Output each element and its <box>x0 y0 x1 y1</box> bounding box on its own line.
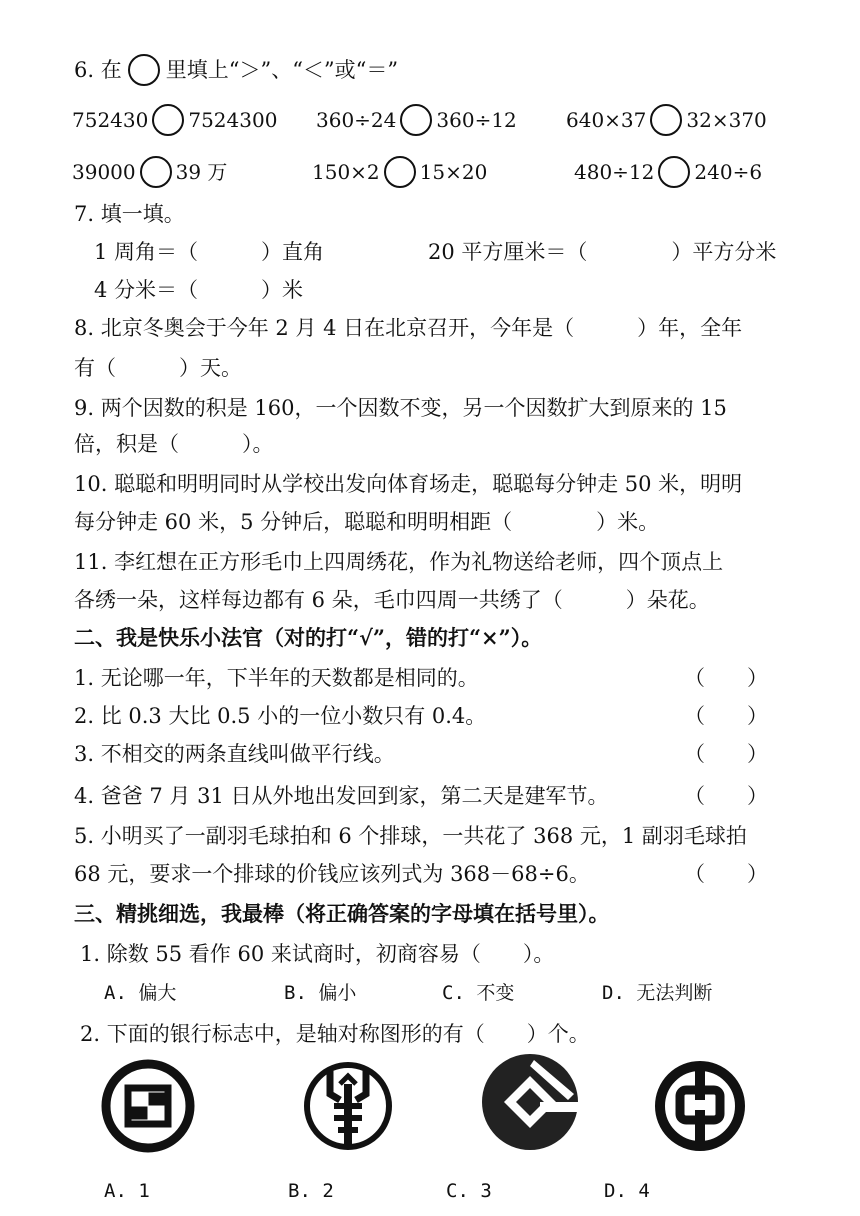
s3-q2[interactable]: 2. 下面的银行标志中，是轴对称图形的有（ ）个。 <box>80 1022 590 1046</box>
s2-answer-4[interactable]: （ ） <box>684 784 768 808</box>
s3-q1-option-b: B. 偏小 <box>284 982 357 1004</box>
bank-logo-c-icon <box>478 1050 582 1154</box>
answer-circle[interactable] <box>400 104 432 136</box>
s3-q1[interactable]: 1. 除数 55 看作 60 来试商时，初商容易（ ）。 <box>80 942 555 966</box>
compare-right: 32×370 <box>686 108 767 132</box>
compare-left: 480÷12 <box>574 160 655 184</box>
answer-circle[interactable] <box>650 104 682 136</box>
compare-left: 360÷24 <box>316 108 397 132</box>
s3-q1-option-c: C. 不变 <box>442 982 515 1004</box>
q7-item-c[interactable]: 4 分米＝（ ）米 <box>94 278 304 302</box>
q6-compare-2 <box>316 104 517 136</box>
compare-right: 7524300 <box>188 108 278 132</box>
compare-left: 150×2 <box>312 160 380 184</box>
q11-line-1: 11. 李红想在正方形毛巾上四周绣花，作为礼物送给老师，四个顶点上 <box>74 550 724 574</box>
q6-compare-1 <box>72 104 277 136</box>
s2-item-2: 2. 比 0.3 大比 0.5 小的一位小数只有 0.4。 <box>74 704 487 728</box>
s3-q2-option-b: B. 2 <box>288 1180 334 1202</box>
q7-item-a[interactable]: 1 周角＝（ ）直角 <box>94 240 325 264</box>
q11-line-2[interactable]: 各绣一朵，这样每边都有 6 朵，毛巾四周一共绣了（ ）朵花。 <box>74 588 710 612</box>
answer-circle[interactable] <box>152 104 184 136</box>
q9-line-1: 9. 两个因数的积是 160，一个因数不变，另一个因数扩大到原来的 15 <box>74 396 727 420</box>
bank-logo-a-icon <box>100 1058 196 1154</box>
s2-item-4: 4. 爸爸 7 月 31 日从外地出发回到家，第二天是建军节。 <box>74 784 609 808</box>
q6-compare-3 <box>566 104 767 136</box>
answer-circle[interactable] <box>140 156 172 188</box>
q6-title <box>74 54 398 86</box>
q10-line-2[interactable]: 每分钟走 60 米，5 分钟后，聪聪和明明相距（ ）米。 <box>74 510 660 534</box>
q8-line-1[interactable]: 8. 北京冬奥会于今年 2 月 4 日在北京召开，今年是（ ）年，全年 <box>74 316 743 340</box>
section-2-title: 二、我是快乐小法官（对的打“√”，错的打“×”）。 <box>74 625 543 650</box>
bank-logo-d-icon <box>652 1056 748 1156</box>
q10-line-1: 10. 聪聪和明明同时从学校出发向体育场走，聪聪每分钟走 50 米，明明 <box>74 472 743 496</box>
s2-answer-1[interactable]: （ ） <box>684 666 768 690</box>
q7-title: 7. 填一填。 <box>74 202 185 226</box>
q6-title-circle <box>128 54 160 86</box>
compare-left: 752430 <box>72 108 149 132</box>
q6-title-head: 6. 在 <box>74 58 122 82</box>
q7-item-b[interactable]: 20 平方厘米＝（ ）平方分米 <box>428 240 777 264</box>
compare-left: 640×37 <box>566 108 647 132</box>
s3-q2-option-c: C. 3 <box>446 1180 492 1202</box>
s3-q1-option-d: D. 无法判断 <box>602 982 713 1004</box>
s3-q2-option-a: A. 1 <box>104 1180 150 1202</box>
q9-line-2[interactable]: 倍，积是（ ）。 <box>74 432 274 456</box>
s2-answer-2[interactable]: （ ） <box>684 704 768 728</box>
s2-item-3: 3. 不相交的两条直线叫做平行线。 <box>74 742 395 766</box>
compare-left: 39000 <box>72 160 136 184</box>
q6-compare-6 <box>574 156 762 188</box>
compare-right: 240÷6 <box>694 160 763 184</box>
answer-circle[interactable] <box>384 156 416 188</box>
compare-right: 15×20 <box>419 160 488 184</box>
compare-right: 360÷12 <box>436 108 517 132</box>
s2-answer-3[interactable]: （ ） <box>684 742 768 766</box>
q6-compare-4 <box>72 156 227 188</box>
section-3-title: 三、精挑细选，我最棒（将正确答案的字母填在括号里）。 <box>74 901 610 926</box>
q6-compare-5 <box>312 156 487 188</box>
q8-line-2[interactable]: 有（ ）天。 <box>74 356 242 380</box>
s3-q1-option-a: A. 偏大 <box>104 982 177 1004</box>
s2-item-5-line-2: 68 元，要求一个排球的价钱应该列式为 368－68÷6。 <box>74 862 590 886</box>
compare-right: 39 万 <box>175 160 228 184</box>
s2-item-5-line-1: 5. 小明买了一副羽毛球拍和 6 个排球，一共花了 368 元，1 副羽毛球拍 <box>74 824 747 848</box>
s3-q2-option-d: D. 4 <box>604 1180 650 1202</box>
s2-answer-5[interactable]: （ ） <box>684 862 768 886</box>
q6-title-tail: 里填上“＞”、“＜”或“＝” <box>165 58 399 82</box>
s2-item-1: 1. 无论哪一年，下半年的天数都是相同的。 <box>74 666 479 690</box>
bank-logo-b-icon <box>300 1054 396 1154</box>
answer-circle[interactable] <box>658 156 690 188</box>
